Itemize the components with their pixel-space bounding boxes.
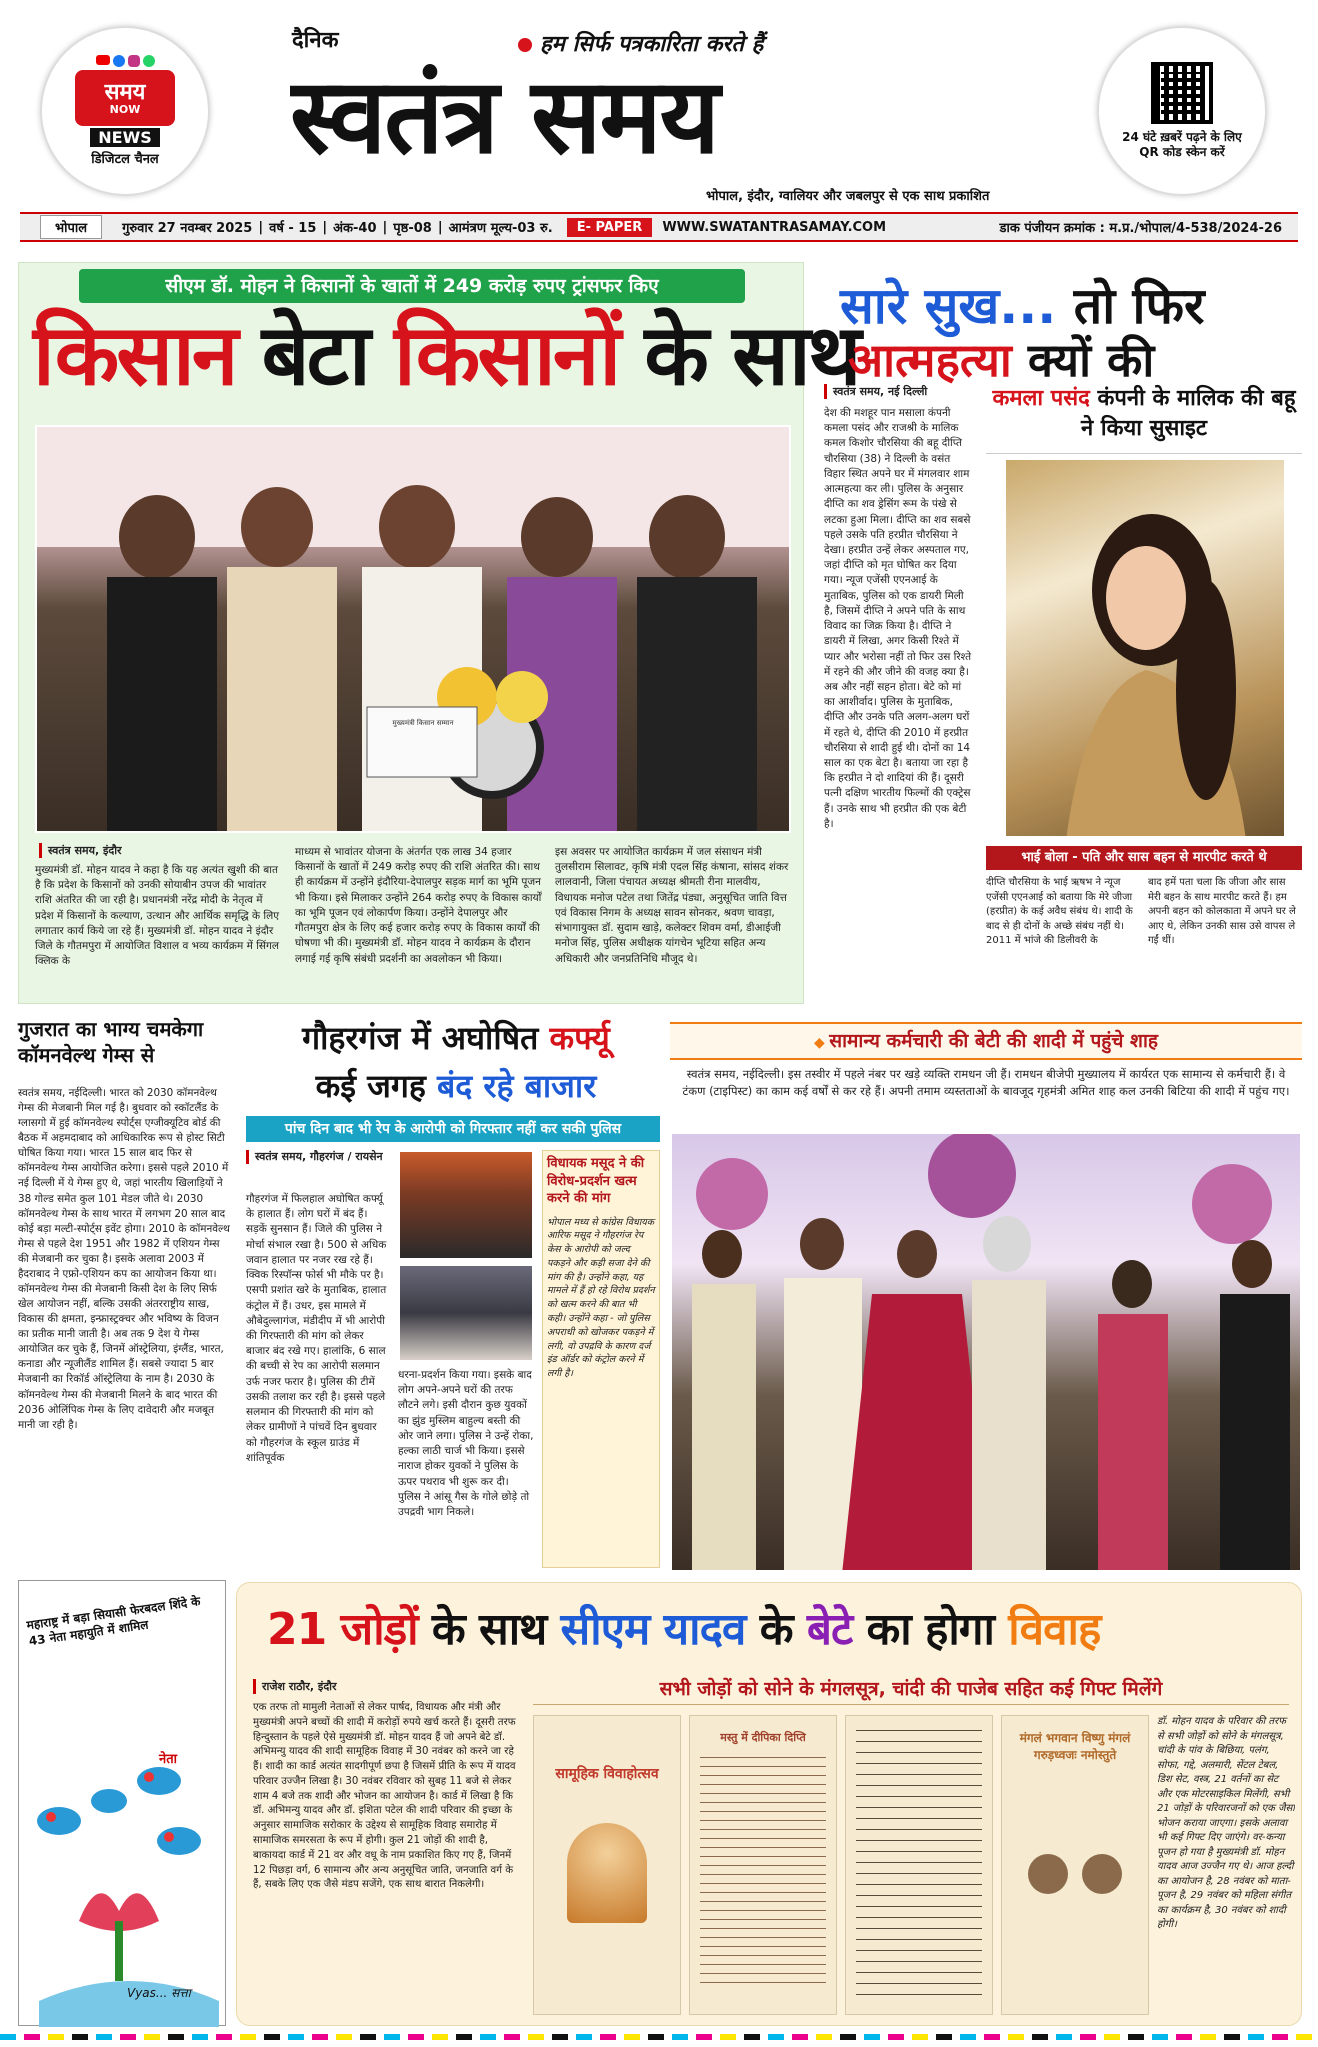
- lead-photo-figures: [37, 427, 791, 833]
- wedding-headline-cm: सीएम यादव: [560, 1604, 746, 1655]
- lead-photo: [35, 425, 791, 833]
- shah-photo: [670, 1132, 1302, 1572]
- cartoon-signature: Vyas... सत्ता: [127, 1986, 191, 2000]
- gohar-side-head: विधायक मसूद ने की विरोध-प्रदर्शन खत्म करने की मांग: [547, 1156, 645, 1207]
- issue-date: गुरुवार 27 नवम्बर 2025: [122, 221, 253, 236]
- gohar-headline-bazar: बंद रहे बाजार: [437, 1067, 597, 1105]
- wedding-body: एक तरफ तो मामुली नेताओं से लेकर पार्षद, विधायक और मंत्री और मुख्यमंत्री अपने बच्चों की शादी में करोड़ों रुपये खर्च करते हैं। दूसरी तरफ हिन्दुस्तान के पहले ऐसे मुख्यमंत्री डॉ. मोहन यादव हैं जो अपने बेटे डॉ. अभिमन्यु यादव की शादी सामूहिक विवाह में 30 नवंबर को करने जा रहे हैं। शादी का कार्ड अत्यंत सादगीपूर्ण छपा है जिसमें प्रीति के रूप में यादव परिवार उज्जैन लिखा है। 30 नवंबर रविवार को सुबह 11 बजे से लेकर शाम 4 बजे तक शादी और भोजन का आयोजन है। कार्ड में लिखा है कि डॉ. अभिमन्यु यादव और डॉ. इशिता पटेल की शादी परिवार की इच्छा के अनुसार सामाजिक सरोकार के उद्देश्य से सामूहिक विवाह समारोह में सामाजिक समरसता के रूप में होगी। कुल 21 जोड़ों की शादी है, बाकायदा कार्ड में 21 वर और वधू के नाम प्रकाशित किए गए हैं, जिनमें 12 पिछड़ा वर्ग, 6 सामान्य और अन्य अनुसूचित जाति, जनजाति वर्ग के हैं, सबके लिए एक जैसे मंडप सजेंगे, एक साथ बारात निकलेगी।: [253, 1702, 516, 1891]
- shah-headline: सामान्य कर्मचारी की बेटी की शादी में पहुंचे शाह: [829, 1030, 1158, 1052]
- shah-story: [670, 1022, 1302, 1574]
- suicide-headline-sukh: सारे सुख...: [840, 277, 1057, 335]
- price: आमंत्रण मूल्य-03 रु.: [448, 221, 553, 236]
- suicide-caption-2: बाद हमें पता चला कि जीजा और सास मेरी बहन के साथ मारपीट करते हैं। हम अपनी बहन को कोलकाता में अपने घर ले आए थे, लेकिन उनकी सास उसे वापस ले गईं थीं।: [1148, 877, 1296, 946]
- wedding-headline-bete: बेटे: [806, 1604, 853, 1655]
- card-2-title: मस्तु में दीपिका दिप्ति: [720, 1731, 806, 1744]
- qr-caption: 24 घंटे ख़बरें पढ़ने के लिए QR कोड स्केन करें: [1122, 130, 1242, 159]
- gujarat-headline: गुजरात का भाग्य चमकेगा कॉमनवेल्थ गेम्स से: [18, 1017, 204, 1067]
- suicide-headline-2: [848, 328, 1154, 390]
- gohar-headline-curfew: कर्फ्यू: [549, 1019, 610, 1057]
- color-registration-bar: [0, 2034, 1318, 2040]
- gohar-headline-a: गौहरगंज में अघोषित: [302, 1019, 550, 1057]
- issue-year: वर्ष - 15: [269, 221, 317, 236]
- website-link[interactable]: WWW.SWATANTRASAMAY.COM: [662, 219, 887, 235]
- card-4-title: मंगलं भगवान विष्णु मंगलं गरुड़ध्वजः नमोस्तुते: [1019, 1731, 1131, 1762]
- published-line: भोपाल, इंदौर, ग्वालियर और जबलपुर से एक साथ प्रकाशित: [706, 189, 990, 204]
- gohar-col-1: गौहरगंज में फिलहाल अघोषित कर्फ्यू के हालात हैं। लोग घरों में बंद हैं। सड़कें सुनसान हैं। जिले की पुलिस ने मोर्चा संभाल रखा है। 500 से अधिक जवान हालात पर नजर रख रहे हैं। क्विक रिस्पॉन्स फोर्स भी मौके पर है। एसपी प्रशांत खरे के मुताबिक, हालात कंट्रोल में हैं। उधर, इस मामले में औबेदुल्लागंज, मंडीदीप में भी आरोपी की गिरफ्तारी की मांग को लेकर बाजार बंद रखे गए। हालांकि, 6 साल की बच्ची से रेप का आरोपी सलमान उर्फ नजर फरार है। पुलिस की टीमें उसकी तलाश कर रही है। इससे पहले सलमान की गिरफ्तारी की मांग को लेकर ग्रामीणों ने पांचवें दिन बुधवार को गौहरगंज के स्कूल ग्राउंड में शांतिपूर्वक: [246, 1193, 387, 1464]
- wedding-card-3: [845, 1715, 993, 2015]
- card-1-deity-icon: [567, 1823, 647, 1923]
- lead-headline-kisan: किसान: [33, 306, 236, 404]
- suicide-subhead-rest: कंपनी के मालिक की बहू ने किया सुसाइट: [1081, 386, 1296, 441]
- masthead: [0, 0, 1318, 210]
- cartoon-caption: महाराष्ट्र में बड़ा सियासी फेरबदल शिंदे के 43 नेता महायुति में शामिल: [25, 1594, 202, 1648]
- lead-byline: स्वतंत्र समय, इंदौर: [39, 843, 122, 858]
- epaper-badge: E- PAPER: [567, 218, 653, 237]
- gohar-side-body: भोपाल मध्य से कांग्रेस विधायक आरिफ मसूद ने गौहरगंज रेप केस के आरोपी को जल्द पकड़ने और कड़ी सजा देने की मांग की है। उन्होंने कहा, यह मामले में हैं हो रहे विरोध प्रदर्शन को खत्म करने की बात भी कही। उन्होंने कहा - जो पुलिस अपराधी को खोजकर पकड़ने में लगी, वो उपद्रवि के कारण दर्ज इंड ऑर्डर को कंट्रोल करने में लगी है।: [547, 1216, 655, 1380]
- info-strip: भोपाल गुरुवार 27 नवम्बर 2025 | वर्ष - 15 | अंक-40 | पृष्ठ-08 | आमंत्रण मूल्य-03 रु. E- PAPER WWW.SWATANTRASAMAY.COM डाक पंजीयन क्रमांक : म.प्र./भोपाल/4-538/2024-26: [20, 212, 1298, 242]
- gohar-kicker: पांच दिन बाद भी रेप के आरोपी को गिरफ्तार नहीं कर सकी पुलिस: [246, 1116, 660, 1142]
- portrait-icon: [1028, 1854, 1068, 1894]
- wedding-story: [236, 1582, 1302, 2026]
- gohar-headline-1: [246, 1016, 666, 1059]
- lead-kicker: सीएम डॉ. मोहन ने किसानों के खातों में 249 करोड़ रुपए ट्रांसफर किए: [79, 269, 745, 303]
- page-count: पृष्ठ-08: [393, 221, 432, 236]
- shah-photo-figures: [672, 1134, 1302, 1572]
- tagline: [518, 28, 763, 58]
- gohar-headline-c: कई जगह: [315, 1067, 437, 1105]
- logo-mark: [75, 70, 175, 126]
- wedding-byline: राजेश राठौर, इंदौर: [253, 1679, 337, 1694]
- instagram-icon: [128, 55, 140, 67]
- facebook-icon: [113, 55, 125, 67]
- suicide-caption-1: दीप्ति चौरसिया के भाई ऋषभ ने न्यूज एजेंसी एएनआई को बताया कि मेरे जीजा (हरप्रीत) के कई अवैध संबंध थे। शादी के बाद से ही दोनों के अच्छे संबंध नहीं थे। 2011 में भांजे की डिलीवरी के: [986, 877, 1133, 946]
- portrait-icon: [1082, 1854, 1122, 1894]
- suicide-headline-atmahatya: आत्महत्या: [848, 333, 1012, 387]
- gohar-side-box: [542, 1150, 660, 1568]
- youtube-icon: [96, 55, 110, 65]
- cartoon-drawing: [19, 1581, 227, 2027]
- suicide-subhead-kamla: कमला पसंद: [992, 386, 1090, 411]
- suicide-strip: भाई बोला - पति और सास बहन से मारपीट करते थे: [986, 846, 1302, 870]
- wedding-headline-vivah: विवाह: [1008, 1604, 1101, 1655]
- card-3-list: [856, 1730, 982, 2000]
- shah-headline-box: [670, 1022, 1302, 1060]
- cartoon: [18, 1580, 226, 2026]
- tagline-text: हम सिर्फ पत्रकारिता करते हैं: [540, 32, 764, 57]
- suicide-photo: [1004, 458, 1286, 838]
- logo-now: NOW: [109, 102, 141, 116]
- lead-headline-beta: बेटा: [235, 306, 394, 404]
- wedding-card-1: [533, 1715, 681, 2015]
- logo-news: NEWS: [90, 128, 160, 147]
- shah-body: स्वतंत्र समय, नईदिल्ली। इस तस्वीर में पहले नंबर पर खड़े व्यक्ति रामधन जी हैं। रामधन बीजेपी मुख्यालय में कार्यरत एक सामान्य से कर्मचारी हैं। वे टंकण (टाइपिस्ट) का काम कई वर्षों से कर रहे हैं। अपनी तमाम व्यस्तताओं के बावजूद गृहमंत्री अमित शाह कल उनकी बिटिया की शादी में पहुंच गए।: [682, 1067, 1290, 1098]
- lead-story: [18, 262, 859, 1004]
- edition-city: भोपाल: [40, 215, 102, 239]
- suicide-subhead: [986, 384, 1302, 454]
- lead-col-3: इस अवसर पर आयोजित कार्यक्रम में जल संसाधन मंत्री तुलसीराम सिलावट, कृषि मंत्री एदल सिंह कंषाना, सांसद शंकर लालवानी, जिला पंचायत अध्यक्ष श्रीमती रीना मालवीय, विधायक मनोज पटेल तथा जितेंद्र पंड्या, अनुसूचित जाति वित्त एवं विकास निगम के अध्यक्ष सावन सोनकर, श्रवण चावड़ा, संभागायुक्त डॉ. सुदाम खाड़े, कलेक्टर शिवम वर्मा, डीआईजी मनोज सिंह, पुलिस अधीक्षक यांगचेन भूटिया सहित अन्य अधिकारी और जनप्रतिनिधि मौजूद थे।: [555, 846, 789, 965]
- gujarat-story: [18, 1016, 230, 1576]
- wedding-headline-hoga: का होगा: [852, 1604, 1009, 1655]
- suicide-headline-to-phir: तो फिर: [1056, 277, 1205, 335]
- wedding-card-4: [1001, 1715, 1149, 2015]
- masthead-title: स्वतंत्र समय: [290, 64, 718, 174]
- gohar-photo-2: [398, 1264, 534, 1362]
- wedding-headline-sath: के साथ: [417, 1604, 561, 1655]
- lead-headline-kisano: किसानों: [393, 306, 619, 404]
- suicide-byline: स्वतंत्र समय, नई दिल्ली: [824, 384, 927, 399]
- card-4-portraits: [1002, 1854, 1148, 1894]
- postal-reg: डाक पंजीयन क्रमांक : म.प्र./भोपाल/4-538/2024-26: [999, 221, 1282, 236]
- cartoon-label: नेता: [159, 1752, 177, 1767]
- wedding-headline: [267, 1597, 1287, 1657]
- samay-now-logo: [40, 26, 210, 196]
- gohar-photo-1: [398, 1150, 534, 1260]
- logo-samay: समय: [104, 79, 146, 105]
- lead-headline: [33, 303, 859, 408]
- wedding-headline-ke: के: [745, 1604, 807, 1655]
- daily-label: दैनिक: [292, 28, 339, 53]
- qr-code-icon: [1151, 62, 1213, 124]
- gohar-story: [238, 1016, 664, 1572]
- card-2-lines: [700, 1757, 826, 1987]
- diamond-icon: ◆: [814, 1035, 830, 1051]
- qr-badge: [1097, 26, 1267, 196]
- wedding-subhead: सभी जोड़ों को सोने के मंगलसूत्र, चांदी की पाजेब सहित कई गिफ्ट मिलेंगे: [533, 1675, 1289, 1705]
- social-icons: [96, 55, 155, 67]
- lead-col-2: माध्यम से भावांतर योजना के अंतर्गत एक लाख 34 हजार किसानों के खातों में 249 करोड़ रुपए की राशि अंतरित की। साथ ही कार्यक्रम में उन्होंने इंदौरिया-देपालपुर सड़क मार्ग का भूमि पूजन भी किया। इसे मिलाकर उन्होंने 264 करोड़ रुपए के विकास कार्यों का भूमि पूजन एवं लोकार्पण किया। उन्होंने देपालपुर और गौतमपुरा क्षेत्र के लिए कई हजार करोड़ रुपए के विकास कार्यों की घोषणा भी की। मुख्यमंत्री डॉ. मोहन यादव ने कार्यक्रम के दौरान लगाई गई कृषि संबंधी प्रदर्शनी का अवलोकन भी किया।: [295, 846, 542, 965]
- wedding-side: डॉ. मोहन यादव के परिवार की तरफ से सभी जोड़ों को सोने के मंगलसूत्र, चांदी के पांव के बिछिया, पलंग, सोफा, गद्दे, अलमारी, सेंटल टेबल, डिश सेट, वस्त्र, 21 वर्तनों का सेट और एक मोटरसाइकिल मिलेंगी, सभी 21 जोड़ों के परिवारजनों को एक जैसा भोजन कराया जाएगा। इसके अलावा भी कई गिफ्ट दिए जाएंगे। वर-कन्या पूजन हो गया है मुख्यमंत्री डॉ. मोहन यादव आज उज्जैन गए थे। आज हल्दी का आयोजन है, 28 नवंबर को माता-पूजन है, 29 नवंबर को महिला संगीत का कार्यक्रम है, 30 नवंबर को शादी होगी।: [1157, 1716, 1295, 1930]
- wedding-card-2: [689, 1715, 837, 2015]
- suicide-headline-kyon: क्यों की: [1011, 333, 1155, 387]
- gohar-headline-2: [246, 1064, 666, 1107]
- suicide-story: [818, 262, 1302, 1004]
- suicide-photo-portrait: [1006, 460, 1286, 838]
- gujarat-body: स्वतंत्र समय, नईदिल्ली। भारत को 2030 कॉमनवेल्थ गेम्स की मेजबानी मिल गई है। बुधवार को स्कॉटलैंड के ग्लासगो में हुई कॉमनवेल्थ स्पोर्ट्स एग्जीक्यूटिव बोर्ड की बैठक में अहमदाबाद को आधिकारिक रूप से होस्ट सिटी घोषित किया गया। भारत 15 साल बाद फिर से कॉमनवेल्थ गेम्स आयोजित करेगा। इससे पहले 2010 में नई दिल्ली में ये गेम्स हुए थे, जहां भारतीय खिलाड़ियों ने 38 गोल्ड समेत कुल 101 मेडल जीते थे। 2030 कॉमनवेल्थ गेम्स के साथ भारत में लगभग 20 साल बाद कोई बड़ा मल्टी-स्पोर्ट्स इवेंट होगा। 2010 के कॉमनवेल्थ गेम्स से पहले देश 1951 और 1982 में एशियन गेम्स की मेजबानी कर चुका है। इसके अलावा 2003 में हैदराबाद ने एफ्रो-एशियन कप का आयोजन किया था। कॉमनवेल्थ गेम्स की मेजबानी किसी देश के लिए सिर्फ खेल आयोजन नहीं, बल्कि उसकी अंतरराष्ट्रीय साख, विकास की क्षमता, इन्फ्रास्ट्रक्चर और भविष्य के विजन का प्रतीक मानी जाती है। अब तक 9 देश ये गेम्स आयोजित कर चुके हैं, जिनमें ऑस्ट्रेलिया, इंग्लैंड, भारत, कनाडा और न्यूजीलैंड शामिल हैं। सबसे ज्यादा 5 बार मेजबानी का रिकॉर्ड ऑस्ट्रेलिया के नाम है। 2030 के कॉमनवेल्थ गेम्स की मेजबानी मिलने के बाद भारत की 2036 ओलिंपिक गेम्स के लिए दावेदारी और मजबूत मानी जा रही है।: [18, 1087, 230, 1431]
- whatsapp-icon: [143, 55, 155, 67]
- lead-headline-sath: के साथ: [618, 306, 859, 404]
- issue-number: अंक-40: [333, 221, 377, 236]
- lead-col-1: मुख्यमंत्री डॉ. मोहन यादव ने कहा है कि यह अत्यंत खुशी की बात है कि प्रदेश के किसानों को उनकी सोयाबीन उपज की भावांतर राशि अंतरित की जा रही है। प्रधानमंत्री नरेंद्र मोदी के नेतृत्व में प्रदेश में किसानों के कल्याण, उत्थान और आर्थिक समृद्धि के लिए लगातार कार्य किये जा रहे हैं। मुख्यमंत्री डॉ. मोहन यादव ने इंदौर जिले के गौतमपुरा में आयोजित विशाल व भव्य कार्यक्रम में सिंगल क्लिक के: [35, 864, 280, 968]
- lead-photo-banner: मुख्यमंत्री किसान सम्मान: [392, 719, 454, 727]
- logo-channel: डिजिटल चैनल: [91, 152, 159, 167]
- wedding-headline-jode: 21 जोड़ों: [267, 1604, 418, 1655]
- tagline-dot-icon: [518, 38, 532, 52]
- card-1-title: सामूहिक विवाहोत्सव: [555, 1766, 659, 1782]
- suicide-body: देश की मशहूर पान मसाला कंपनी कमला पसंद और राजश्री के मालिक कमल किशोर चौरसिया की बहू दीप्ति चौरसिया (38) ने दिल्ली के वसंत विहार स्थित अपने घर में मंगलवार शाम आत्महत्या कर ली। पुलिस के अनुसार दीप्ति का शव ड्रेसिंग रूम के पंखे से लटका हुआ मिला। दीप्ति का शव सबसे पहले उसके पति हरप्रीत चौरसिया ने देखा। हरप्रीत उन्हें लेकर अस्पताल गए, जहां दीप्ति को मृत घोषित कर दिया गया। न्यूज एजेंसी एएनआई के मुताबिक, पुलिस को एक डायरी मिली है, जिसमें दीप्ति ने अपने पति के साथ विवाद का जिक्र किया है। दीप्ति ने डायरी में लिखा, अगर किसी रिश्ते में प्यार और भरोसा नहीं तो फिर उस रिश्ते में रहने की और जीने की वजह क्या है। अब और नहीं सहन होता। बेटे को मां का आशीर्वाद। पुलिस के मुताबिक, दीप्ति और उनके पति अलग-अलग घरों में रहते थे, दीप्ति की 2010 में हरप्रीत चौरसिया से शादी हुई थी। दोनों का 14 साल का एक बेटा है। बताया जा रहा है कि हरप्रीत ने दो शादियां की हैं। दूसरी पत्नी दक्षिण भारतीय फिल्मों की एक्ट्रेस हैं। उनके साथ भी हरप्रीत की एक बेटी है।: [824, 407, 972, 830]
- gohar-byline: स्वतंत्र समय, गौहरगंज / रायसेन: [246, 1150, 386, 1164]
- gohar-col-2: धरना-प्रदर्शन किया गया। इसके बाद लोग अपने-अपने घरों की तरफ लौटने लगे। इसी दौरान कुछ युवकों का झुंड मुस्लिम बाहुल्य बस्ती की ओर जाने लगा। पुलिस ने उन्हें रोका, हल्का लाठी चार्ज भी किया। इससे नाराज होकर युवकों ने पुलिस के ऊपर पथराव भी शुरू कर दी। पुलिस ने आंसू गैस के गोले छोड़े तो उपद्रवी भाग निकले।: [398, 1369, 534, 1518]
